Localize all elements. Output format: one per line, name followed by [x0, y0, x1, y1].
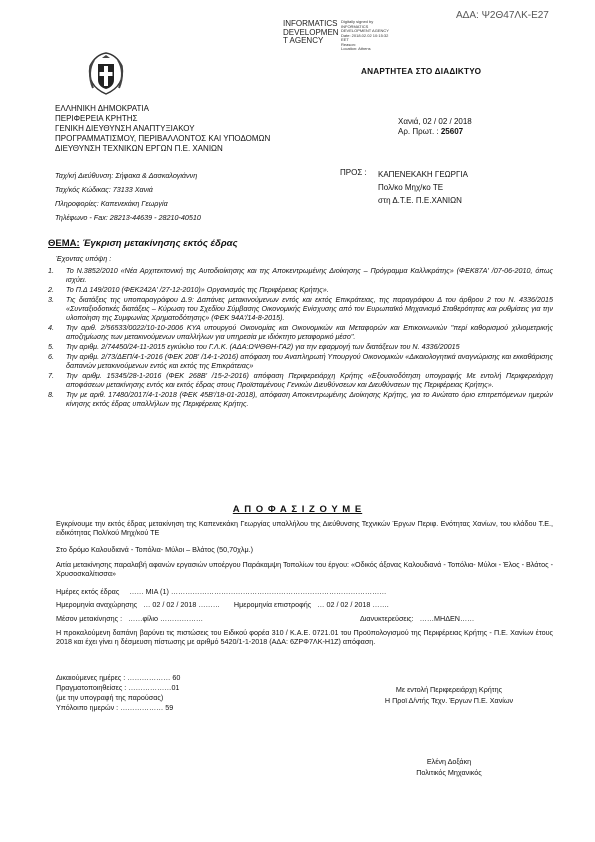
signature-detail: Reason: — [341, 41, 356, 47]
list-item — [48, 371, 553, 389]
tally-row — [56, 693, 180, 703]
tally-value: ……………… 60 — [127, 673, 181, 682]
signature-detail: INFORMATICS — [341, 23, 369, 29]
signature-agency-name — [283, 20, 339, 46]
budget-text: Η προκαλούμενη δαπάνη βαρύνει τις πιστώσεις του Ειδικού φορέα 310 / Κ.Α.Ε. 0721.01 του Προϋπολογισμού της Περιφέρειας Κρήτης - Π.Ε. Χανίων έτους 2018 και έχει γίνει η δέσμευση πίστωσης με αριθμό 5420/1-1-2018 (ΑΔΑ: 6ΖΡΦ7ΛΚ-Η1Ζ) απόφαση. — [56, 628, 553, 646]
tally-value: ………………01 — [128, 683, 180, 692]
accommodation-label: Διανυκτερεύσεις: — [360, 614, 414, 623]
subject-label: ΘΕΜΑ: — [48, 238, 80, 249]
means-row — [56, 614, 203, 623]
return-value: … 02 / 02 / 2018 ……. — [317, 600, 389, 609]
signer-title: Πολιτικός Μηχανικός — [416, 768, 482, 777]
by-order-line: Η Προϊ Δ/ντής Τεχν. Έργων Π.Ε. Χανίων — [384, 696, 514, 705]
return-label: Ημερομηνία επιστροφής — [233, 600, 312, 609]
tally-label: Υπόλοιπο ημερών : — [56, 703, 119, 712]
by-order-block — [354, 684, 544, 706]
item-number: 3. — [48, 295, 54, 304]
list-item — [48, 390, 553, 408]
agency-line: T AGENCY — [283, 36, 324, 45]
to-label: ΠΡΟΣ : — [340, 168, 367, 177]
signature-detail: Date: 2018.02.02 10:15:32 — [341, 32, 389, 38]
tally-row — [56, 673, 180, 683]
accommodation-value: ……ΜΗΔΕΝ…… — [419, 614, 475, 623]
considerations-list — [48, 266, 553, 409]
org-line: ΔΙΕΥΘΥΝΣΗ ΤΕΧΝΙΚΩΝ ΕΡΓΩΝ Π.Ε. ΧΑΝΙΩΝ — [55, 144, 223, 153]
protocol-number-row — [398, 127, 463, 137]
contact-line: Πληροφορίες: Καπενεκάκη Γεωργία — [55, 199, 168, 208]
item-number: 5. — [48, 342, 54, 351]
reason-text: Αιτία μετακίνησης παραλαβή αφανών εργασιών υποέργου Παράκαμψη Τοπολίων του έργου: «Οδικός άξονας Καλουδιανά - Τοπόλια- Μύλοι - Έλος - Βλάτος - Χρυσοσκαλίτισσα» — [56, 560, 554, 578]
dates-row — [56, 600, 389, 609]
item-text: Την αριθ. 2/56533/0022/10-10-2006 ΚΥΑ υπουργού Οικονομίας και Οικονομικών και Μεταφορών και Επικοινωνιών "περί καθορισμού χιλιομετρικής αποζημίωσης των μετακινούμενων υπαλλήλων για υπηρεσία με ιδιόκτητο μεταφορικό μέσο". — [66, 323, 553, 341]
recipient-line: Πολ/κο Μηχ/κο ΤΕ — [378, 183, 444, 192]
having-in-mind: Έχοντας υπόψη : — [56, 254, 112, 263]
signer-block — [354, 756, 544, 778]
organization-header — [55, 104, 270, 154]
list-item — [48, 295, 553, 322]
document-date: Χανιά, 02 / 02 / 2018 — [398, 117, 472, 126]
signature-detail: Location: Athens — [341, 46, 371, 51]
item-text: Την αριθμ. 15345/28-1-2016 (ΦΕΚ 268Β' /15-2-2016) απόφαση Περιφερειάρχη Κρήτης «Εξουσιοδότηση υπογραφής Με εντολή Περιφερειάρχη αποφάσεων μετακίνησης εντός και εκτός έδρας στους Προϊσταμένους Γενικών Διευθύνσεων και Διευθύνσεων της Περιφέρειας Κρήτης». — [66, 371, 553, 389]
org-line: ΓΕΝΙΚΗ ΔΙΕΥΘΥΝΣΗ ΑΝΑΠΤΥΞΙΑΚΟΥ — [55, 124, 195, 133]
protocol-label: Αρ. Πρωτ. : — [398, 127, 439, 136]
list-item — [48, 266, 553, 284]
departure-label: Ημερομηνία αναχώρησης — [56, 600, 138, 609]
list-item — [48, 285, 553, 294]
agency-line: INFORMATICS — [283, 19, 338, 28]
recipient — [378, 168, 468, 207]
by-order-line: Με εντολή Περιφερειάρχη Κρήτης — [395, 685, 503, 694]
list-item — [48, 323, 553, 341]
route-text: Στο δρόμο Καλουδιανά - Τοπόλια- Μύλοι – Βλάτος (50,70χλμ.) — [56, 545, 254, 554]
org-line: ΠΡΟΓΡΑΜΜΑΤΙΣΜΟΥ, ΠΕΡΙΒΑΛΛΟΝΤΟΣ ΚΑΙ ΥΠΟΔΟΜΩΝ — [55, 134, 271, 143]
agency-line: DEVELOPMEN — [283, 27, 339, 37]
item-text: Το Π.Δ 149/2010 (ΦΕΚ242Α' /27-12-2010)» Οργανισμός της Περιφέρειας Κρήτης». — [66, 285, 329, 294]
item-text: Το Ν.3852/2010 «Νέα Αρχιτεκτονική της Αυτοδιοίκησης και της Αποκεντρωμένης Διοίκησης – Πρόγραμμα Καλλικράτης» (ΦΕΚ87Α' /07-06-2010, όπως ισχύει. — [66, 266, 553, 284]
days-tally — [56, 673, 180, 713]
tally-label: Πραγματοποιηθείσες : — [56, 683, 127, 692]
means-label: Μέσον μετακίνησης : — [56, 614, 123, 623]
org-line: ΕΛΛΗΝΙΚΗ ΔΗΜΟΚΡΑΤΙΑ — [55, 104, 149, 113]
digital-signature-details — [341, 20, 389, 52]
item-number: 2. — [48, 285, 54, 294]
item-number: 4. — [48, 323, 54, 332]
protocol-number: 25607 — [440, 127, 464, 136]
recipient-line: ΚΑΠΕΝΕΚΑΚΗ ΓΕΩΡΓΙΑ — [378, 170, 468, 179]
days-row — [56, 587, 386, 596]
subject-text: Έγκριση μετακίνησης εκτός έδρας — [82, 238, 238, 249]
coat-of-arms-icon — [84, 48, 128, 98]
item-number: 6. — [48, 352, 54, 361]
contact-line: Ταχ/κός Κώδικας: 73133 Χανιά — [55, 185, 153, 194]
post-online-note: ΑΝΑΡΤΗΤΕΑ ΣΤΟ ΔΙΑΔΙΚΤΥΟ — [361, 67, 482, 76]
tally-value: ……………… 59 — [120, 703, 174, 712]
list-item — [48, 352, 553, 370]
contact-line: Τηλέφωνο - Fax: 28213-44639 - 28210-40510 — [55, 213, 201, 222]
org-line: ΠΕΡΙΦΕΡΕΙΑ ΚΡΗΤΗΣ — [55, 114, 138, 123]
recipient-line: στη Δ.Τ.Ε. Π.Ε.ΧΑΝΙΩΝ — [378, 196, 462, 205]
departure-value: … 02 / 02 / 2018 ……… — [143, 600, 220, 609]
ada-code: ΑΔΑ: Ψ2Θ47ΛΚ-Ε27 — [456, 10, 549, 21]
means-value: ……φίλιο ……………… — [128, 614, 204, 623]
tally-label: Δικαιούμενες ημέρες : — [56, 673, 126, 682]
accommodation-row — [360, 614, 474, 623]
item-text: Τις διατάξεις της υποπαραγράφου Δ.9: Δαπάνες μετακινούμενων εντός και εκτός Επικράτειας, της παραγράφου Δ του άρθρου 2 του Ν. 4336/2015 «Συνταξιοδοτικές διατάξεις – Κύρωση του Σχεδίου Σύμβασης Οικονομικής Ενίσχυσης από τον Ευρωπαϊκό Μηχανισμό Σταθερότητας και ρυθμίσεις για την υλοποίηση της Συμφωνίας Χρηματοδότησης» (ΦΕΚ 94Α'/14-8-2015). — [66, 295, 553, 322]
item-number: 1. — [48, 266, 54, 275]
subject-row — [48, 238, 238, 249]
decision-heading: Α Π Ο Φ Α Σ Ι Ζ Ο Υ Μ Ε — [232, 504, 363, 515]
tally-row — [56, 683, 180, 693]
days-label: Ημέρες εκτός έδρας — [56, 587, 120, 596]
signer-name: Ελένη Δοξάκη — [426, 757, 472, 766]
tally-row — [56, 703, 180, 713]
item-number: 7. — [48, 371, 54, 380]
contact-line: Ταχ/κή Διεύθυνση: Σήφακα & Δασκαλογιάννη — [55, 171, 198, 180]
item-text: Την αριθμ. 2/73/ΔΕΠ/4-1-2016 (ΦΕΚ 20Β' /14-1-2016) απόφαση του Αναπληρωτή Υπουργού Οικονομικών «Δικαιολογητικά αναγνώρισης και εκκαθάρισης δαπανών μετακινούμενων εντός και εκτός της Επικράτειας» — [66, 352, 553, 370]
tally-label: (με την υπογραφή της παρούσας) — [56, 693, 164, 702]
item-text: Την με αριθ. 17480/2017/4-1-2018 (ΦΕΚ 45Β'/18-01-2018), απόφαση Αποκεντρωμένης Διοίκησης Κρήτης, για το Ανώτατο όριο επιτρεπόμενων ημερών κίνησης εκτός έδρας υπαλλήλων της Περιφέρειας Κρήτης. — [66, 390, 553, 408]
item-number: 8. — [48, 390, 54, 399]
signature-detail: EET — [341, 37, 349, 42]
contact-info — [55, 169, 201, 225]
signature-detail: Digitally signed by — [341, 19, 374, 24]
signature-detail: DEVELOPMENT AGENCY — [341, 28, 389, 33]
approval-text: Εγκρίνουμε την εκτός έδρας μετακίνηση της Καπενεκάκη Γεωργίας υπαλλήλου της Διεύθυνσης Τεχνικών Έργων Περιφ. Ενότητας Χανίων, του κλάδου Τ.Ε., ειδικότητας Πολ/κού Μηχ/κού ΤΕ — [56, 519, 553, 537]
days-value: …… ΜΙΑ (1) ……………………………………………………………………………… — [129, 587, 387, 596]
list-item — [48, 342, 553, 351]
item-text: Την αριθμ. 2/74450/24-11-2015 εγκύκλιο του Γ.Λ.Κ. (ΑΔΑ:ΩΨΘΘΗ-ΓΑ2) για την εφαρμογή των διατάξεων του Ν. 4336/20015 — [66, 342, 460, 351]
